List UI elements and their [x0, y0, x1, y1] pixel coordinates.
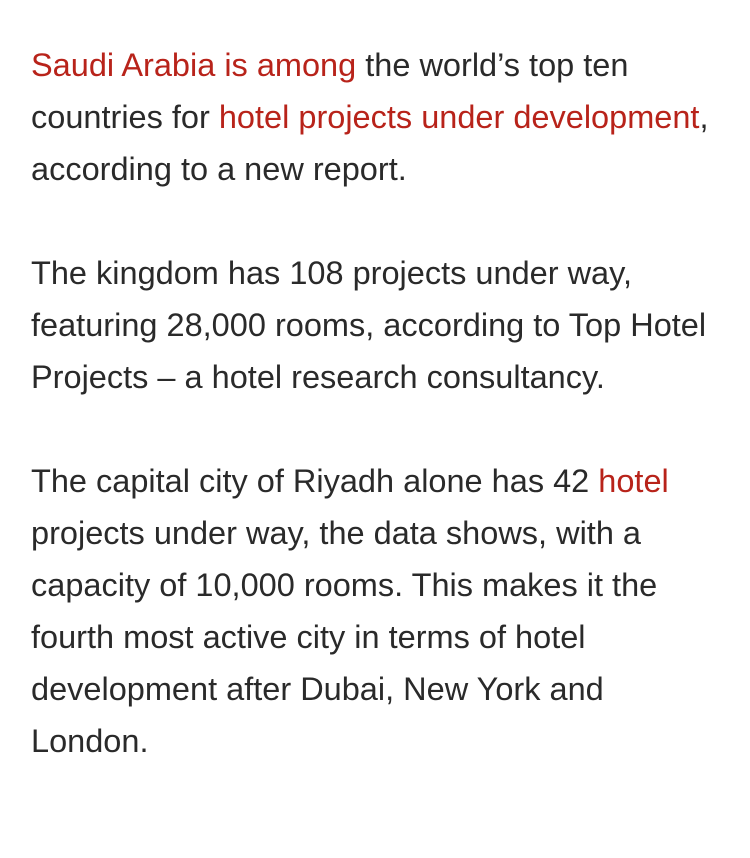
paragraph-text: the world’s top ten countries for	[31, 47, 629, 135]
paragraph-text: The kingdom has 108 projects under way, featuring 28,000 rooms, according to Top Hotel Projects – a hotel research consultancy.	[31, 255, 707, 395]
link-hotel[interactable]: hotel	[598, 463, 669, 499]
paragraph-text: projects under way, the data shows, with a capacity of 10,000 rooms. This makes it the fourth most active city in terms of hotel development after Dubai, New York and London.	[31, 515, 658, 759]
link-saudi-arabia-is-among[interactable]: Saudi Arabia is among	[31, 47, 357, 83]
link-hotel-projects-under-development[interactable]: hotel projects under development	[218, 99, 700, 135]
paragraph-3	[31, 455, 721, 767]
paragraph-text: , according to a new report.	[31, 99, 709, 187]
paragraph-1	[31, 39, 721, 195]
paragraph-2	[31, 247, 721, 403]
article-body	[31, 39, 721, 767]
paragraph-text: The capital city of Riyadh alone has 42	[31, 463, 599, 499]
